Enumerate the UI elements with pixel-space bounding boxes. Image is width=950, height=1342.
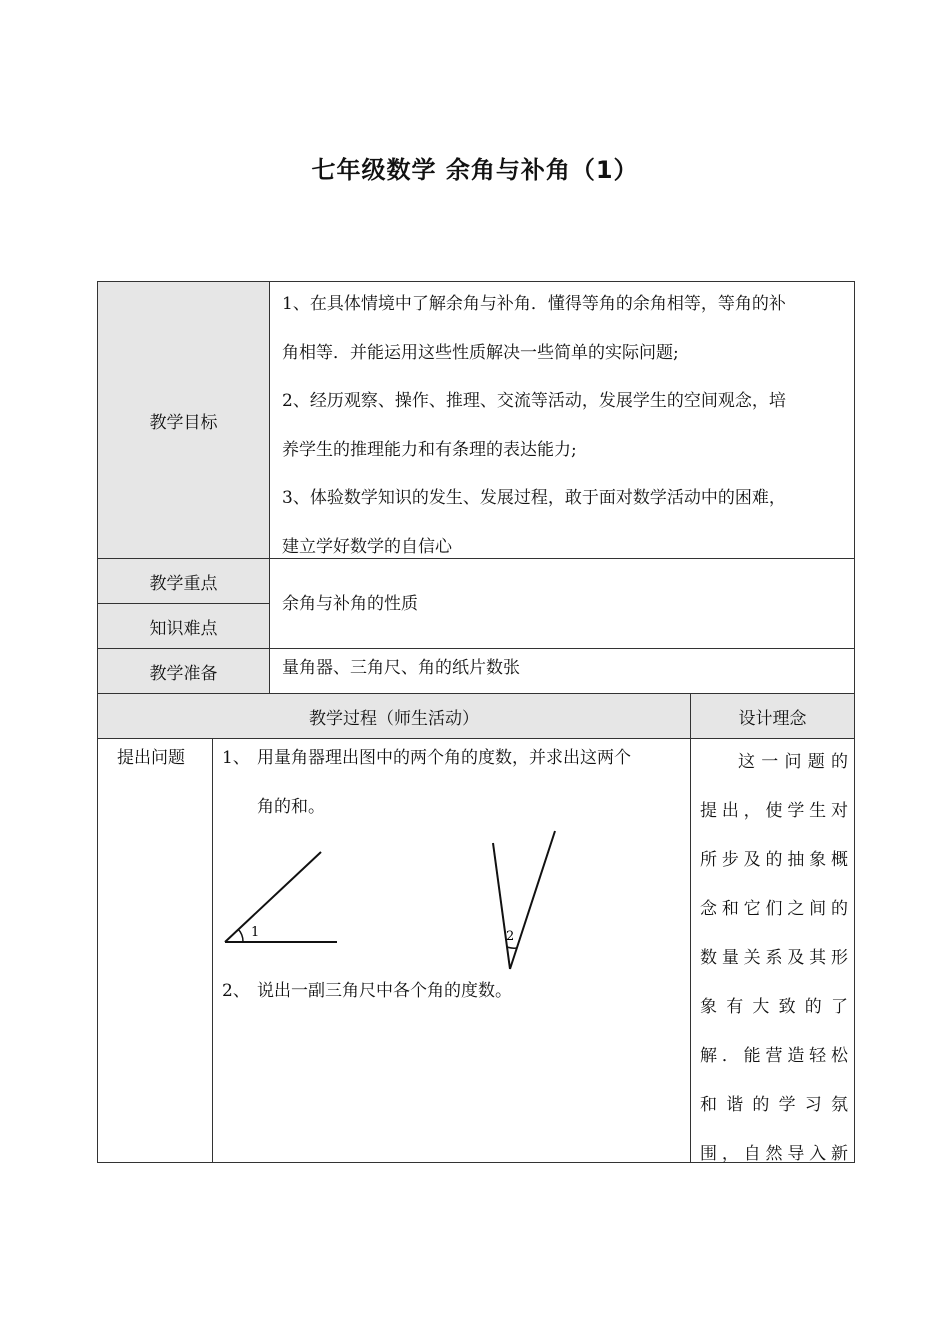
design-content-cell xyxy=(690,738,855,1163)
difficulty-label: 知识难点 xyxy=(149,618,218,639)
goal-line: 1、在具体情境中了解余角与补角．懂得等角的余角相等，等角的补 xyxy=(282,294,786,314)
angle-figure xyxy=(213,829,683,989)
design-line: 数量关系及其形 xyxy=(700,948,848,968)
process-content-cell xyxy=(212,738,691,1163)
key-difficulty-content-cell xyxy=(269,558,855,649)
stage-label: 提出问题 xyxy=(117,748,185,768)
design-line: 围，自然导入新 xyxy=(700,1144,848,1164)
design-header-cell xyxy=(690,693,855,739)
goal-line: 角相等．并能运用这些性质解决一些简单的实际问题; xyxy=(282,342,679,363)
angle2-arc xyxy=(507,947,517,948)
preparation-content-cell xyxy=(269,648,855,694)
lesson-table xyxy=(97,281,855,1163)
item1-line2: 角的和。 xyxy=(257,797,325,817)
design-line: 提出，使学生对 xyxy=(700,801,848,821)
goal-line: 3、体验数学知识的发生、发展过程，敢于面对数学活动中的困难， xyxy=(282,488,786,508)
goal-content-cell xyxy=(269,281,855,559)
item2-number: 2、 xyxy=(222,981,250,1001)
goal-label: 教学目标 xyxy=(149,412,218,433)
item1-line1: 用量角器理出图中的两个角的度数，并求出这两个 xyxy=(257,748,631,768)
process-header: 教学过程（师生活动） xyxy=(309,708,479,729)
design-line: 念和它们之间的 xyxy=(700,899,848,919)
design-line: 解．能营造轻松 xyxy=(700,1046,848,1066)
preparation-content: 量角器、三角尺、角的纸片数张 xyxy=(282,658,520,678)
goal-line: 建立学好数学的自信心 xyxy=(282,536,452,557)
preparation-label-cell xyxy=(97,648,270,694)
goal-line: 养学生的推理能力和有条理的表达能力; xyxy=(282,439,577,460)
key-point-label: 教学重点 xyxy=(149,573,218,594)
goal-line: 2、经历观察、操作、推理、交流等活动，发展学生的空间观念，培 xyxy=(282,391,786,411)
angle1-ray-slant xyxy=(225,852,321,942)
item2-text: 说出一副三角尺中各个角的度数。 xyxy=(257,981,512,1001)
design-header: 设计理念 xyxy=(738,708,807,729)
page-title: 七年级数学 余角与补角（1） xyxy=(311,156,639,184)
key-difficulty-content: 余角与补角的性质 xyxy=(282,594,418,614)
goal-label-cell xyxy=(97,281,270,559)
angle2-ray-left xyxy=(493,843,510,969)
item1-number: 1、 xyxy=(222,748,250,768)
design-line: 这一问题的 xyxy=(738,752,848,772)
difficulty-label-cell xyxy=(97,603,270,649)
angle1-arc xyxy=(238,929,243,942)
key-point-label-cell xyxy=(97,558,270,604)
design-line: 和谐的学习氛 xyxy=(700,1095,848,1115)
preparation-label: 教学准备 xyxy=(149,663,218,684)
design-line: 象有大致的了 xyxy=(700,997,848,1017)
angle1-label: 1 xyxy=(251,925,260,940)
angle2-label: 2 xyxy=(506,929,515,944)
process-header-cell xyxy=(97,693,691,739)
design-line: 所步及的抽象概 xyxy=(700,850,848,870)
stage-label-cell xyxy=(97,738,213,1163)
